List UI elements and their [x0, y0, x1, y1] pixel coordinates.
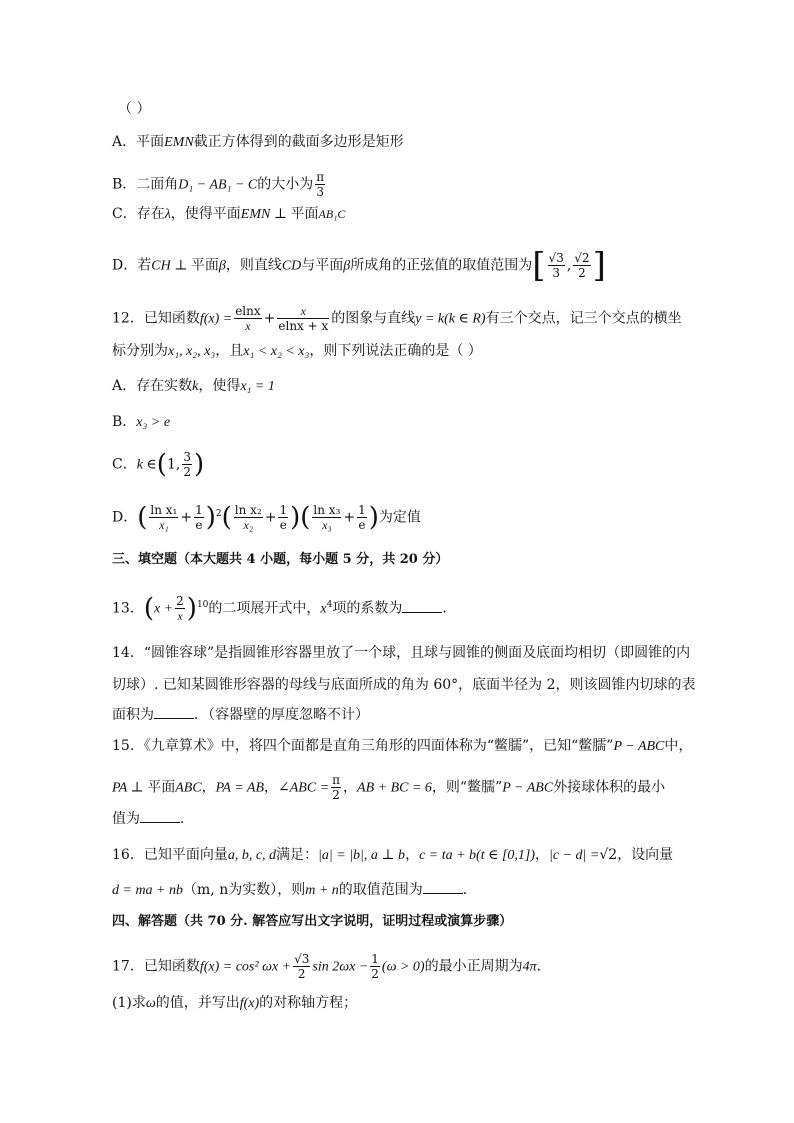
question-15-line2: PA ⊥ 平面ABC，PA = AB，∠ABC = $\frac{\pi}{2}$ ，AB + BC = 6，则“鳖臑”P − ABC外接球体积的最小 [112, 773, 666, 802]
section-heading-fill-in: 三、填空题（本大题共 4 小题，每小题 5 分，共 20 分） [112, 552, 449, 567]
fraction-sqrt3-2: $\frac{√3}{2}$ [294, 952, 310, 981]
section-heading-answers: 四、解答题（共 70 分. 解答应写出文字说明，证明过程或演算步骤） [112, 914, 513, 929]
fraction-sqrt3-3: $\frac{√3}{3}$ [548, 251, 564, 280]
fraction-2-x: $\frac{2}{x}$ [176, 594, 184, 623]
option-11a: A．平面EMN截正方体得到的截面多边形是矩形 [112, 134, 404, 150]
fraction-lnx2-x2: $\frac{\text{ln x₂}}{\text{x₂}}$ [234, 503, 262, 532]
question-15-line1: 15．《九章算术》中，将四个面都是直角三角形的四面体称为“鳖臑”，已知“鳖臑”P − ABC中， [112, 738, 693, 754]
answer-blank[interactable] [402, 600, 442, 613]
fraction-sqrt2-2: $\frac{√2}{2}$ [574, 251, 590, 280]
right-bracket: ] [592, 245, 606, 286]
question-14-line3: 面积为 ．（容器壁的厚度忽略不计） [112, 707, 369, 723]
question-12: 12．已知函数f(x) = $\frac{elnx}{x}$ + $\frac{x}{elnx + x}$ 的图象与直线y = k(k ∈ R)有三个交点，记三个交点的横坐 [112, 304, 682, 333]
question-14-line2: 切球）. 已知某圆锥形容器的母线与底面所成的角为 60°，底面半径为 2，则该圆锥内切球的表 [112, 677, 696, 693]
option-label: D． [112, 257, 138, 274]
question-13: 13．(x + $\frac{2}{x}$ )$^{10}$的二项展开式中，$x^4$项的系数为 ． [112, 593, 457, 624]
fraction-x-elnx: $\frac{x}{elnx + x}$ [278, 304, 329, 333]
fraction-1-e: $\frac{1}{e}$ [358, 503, 366, 532]
answer-paren: （ ） [118, 101, 151, 117]
option-12a: A．存在实数k，使得x₁ = 1 [112, 378, 275, 394]
answer-blank[interactable] [140, 810, 180, 823]
question-16-line2: d = ma + nb（m, n为实数），则m + n的取值范围为 ． [112, 882, 477, 898]
question-15-line3: 值为 ． [112, 811, 194, 827]
option-11c: C．存在λ，使得平面EMN ⊥ 平面AB₁C [112, 206, 346, 222]
fraction-1-e: $\frac{1}{e}$ [279, 503, 288, 532]
fraction-lnx1-x1: $\frac{\text{ln x₁}}{\text{x₁}}$ [150, 503, 178, 532]
option-label: A． [112, 134, 137, 150]
fraction-pi-3: $\frac{\pi}{3}$ [316, 170, 325, 199]
fraction-1-2: $\frac{1}{2}$ [371, 952, 379, 981]
option-label: C． [112, 206, 137, 222]
fraction-1-e: $\frac{1}{e}$ [195, 503, 203, 532]
question-17-part1: (1)求ω的值，并写出f(x)的对称轴方程； [112, 995, 358, 1011]
option-12b: B．x₃ > e [112, 414, 171, 430]
answer-blank[interactable] [423, 881, 463, 894]
question-16-line1: 16．已知平面向量a, b, c, d满足：|a| = |b|, a ⊥ b，c = ta + b(t ∈ [0,1])，|c − d| =√2，设向量 [112, 847, 674, 863]
fraction-elnx-x: $\frac{elnx}{x}$ [235, 304, 261, 333]
option-12c: C．k ∈(1, $\frac{3}{2}$ ) [112, 449, 205, 480]
question-12-line2: 标分别为x₁, x₂, x₃，且x₁ < x₂ < x₃，则下列说法正确的是（ ） [112, 343, 482, 359]
fraction-3-2: $\frac{3}{2}$ [183, 450, 191, 479]
fraction-pi-2: $\frac{\pi}{2}$ [332, 773, 341, 802]
option-12d: D．( $\frac{\text{ln x₁}}{\text{x₁}}$ + $\frac{1}{e}$ )$^2$( $\frac{\text{ln x₂}}{\text{x₂}}$ + $\frac{1}{e}$ )( $\frac{\text{ln x₃}}{\text{x₃}}$ + $\frac{1}{e}$ )为定值 [112, 502, 421, 533]
option-11b: B．二面角D₁ − AB₁ − C的大小为 $\frac{\pi}{3}$ [112, 170, 325, 199]
left-bracket: [ [532, 245, 546, 286]
answer-blank[interactable] [154, 706, 194, 719]
option-label: B． [112, 176, 137, 193]
question-14-line1: 14．“圆锥容球”是指圆锥形容器里放了一个球，且球与圆锥的侧面及底面均相切（即圆锥的内 [112, 645, 691, 661]
fraction-lnx3-x3: $\frac{\text{ln x₃}}{\text{x₃}}$ [313, 503, 341, 532]
question-17: 17．已知函数f(x) = cos² ωx + $\frac{√3}{2}$ sin 2ωx − $\frac{1}{2}$ (ω > 0)的最小正周期为4π． [112, 952, 551, 981]
option-11d: D．若CH ⊥ 平面β，则直线CD与平面β所成角的正弦值的取值范围为[ $\frac{√3}{3}$ , $\frac{√2}{2}$ ] [112, 245, 606, 286]
